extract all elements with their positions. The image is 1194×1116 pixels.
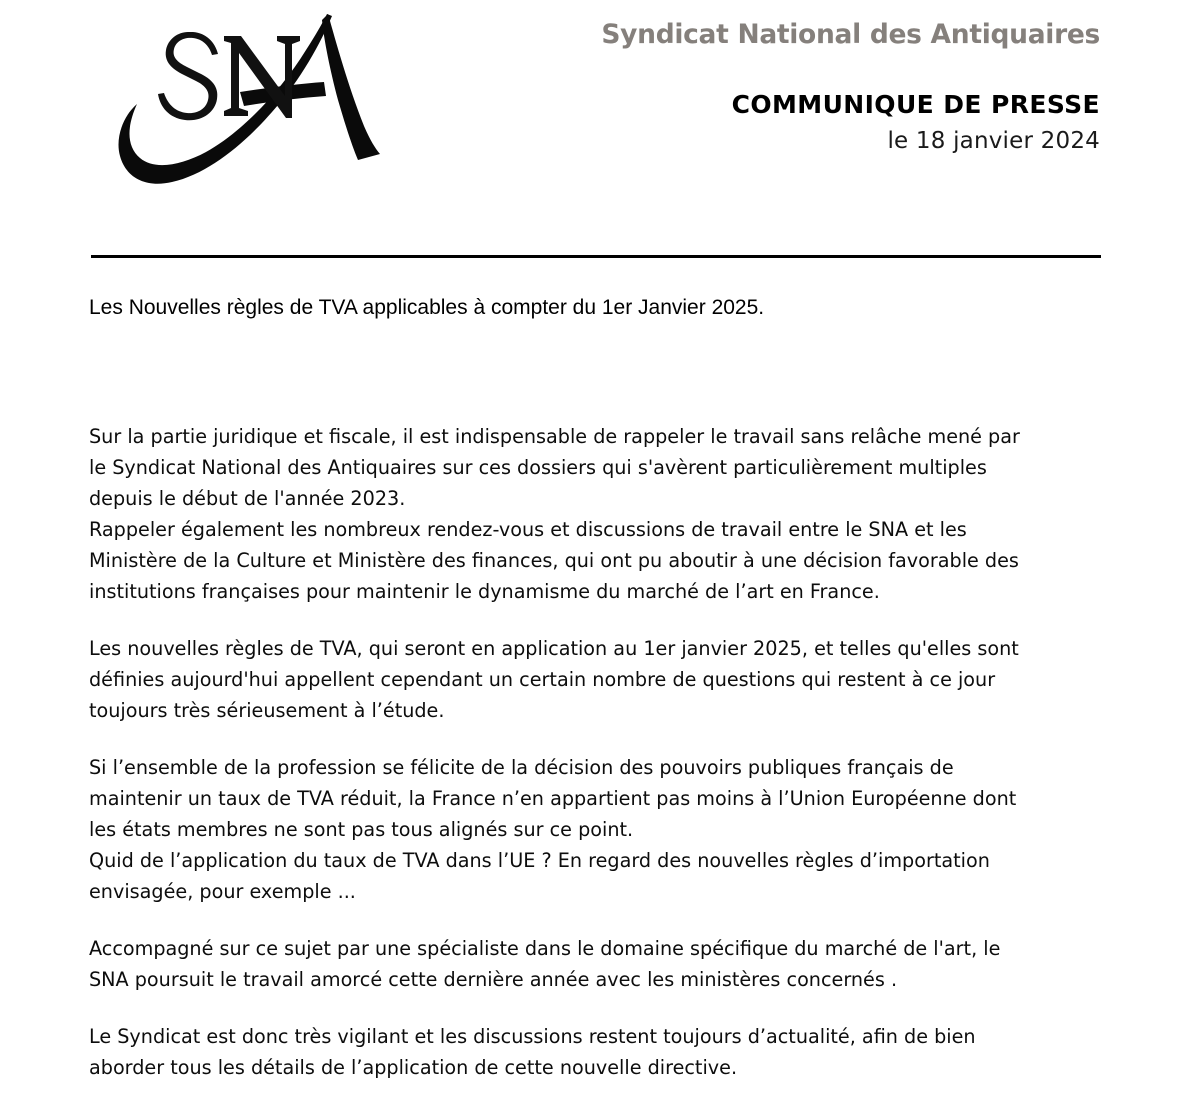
body-line: Ministère de la Culture et Ministère des finances, qui ont pu aboutir à une décision favorable des <box>89 549 1019 572</box>
header-divider-rule <box>91 255 1101 258</box>
body-paragraph <box>89 633 1107 726</box>
body-paragraph <box>89 421 1107 607</box>
body-line: Accompagné sur ce sujet par une spécialiste dans le domaine spécifique du marché de l'art, le <box>89 937 1001 960</box>
document-header <box>0 0 1194 240</box>
body-line: définies aujourd'hui appellent cependant un certain nombre de questions qui restent à ce jour <box>89 668 996 691</box>
body-line: institutions françaises pour maintenir le dynamisme du marché de l’art en France. <box>89 580 880 603</box>
body-copy <box>89 421 1107 1083</box>
body-line: Rappeler également les nombreux rendez-vous et discussions de travail entre le SNA et les <box>89 518 967 541</box>
logo-letter-n <box>224 36 300 118</box>
sna-logo-graphic <box>96 8 386 218</box>
body-paragraph <box>89 933 1107 995</box>
body-line: SNA poursuit le travail amorcé cette dernière année avec les ministères concernés . <box>89 968 898 991</box>
sna-logo <box>96 8 386 218</box>
body-paragraph <box>89 1021 1107 1083</box>
body-line: Quid de l’application du taux de TVA dans l’UE ? En regard des nouvelles règles d’importation <box>89 849 990 872</box>
document-type-label: COMMUNIQUE DE PRESSE <box>731 90 1100 119</box>
body-line: les états membres ne sont pas tous alignés sur ce point. <box>89 818 634 841</box>
header-text-block <box>601 18 1100 156</box>
organization-name: Syndicat National des Antiquaires <box>601 19 1100 50</box>
body-paragraph <box>89 752 1107 907</box>
body-line: aborder tous les détails de l’application de cette nouvelle directive. <box>89 1056 738 1079</box>
body-line: Sur la partie juridique et fiscale, il est indispensable de rappeler le travail sans relâche mené par <box>89 425 1020 448</box>
subject-line: Les Nouvelles règles de TVA applicables à compter du 1er Janvier 2025. <box>89 296 765 319</box>
body-line: maintenir un taux de TVA réduit, la France n’en appartient pas moins à l’Union Européenne dont <box>89 787 1017 810</box>
body-line: Les nouvelles règles de TVA, qui seront en application au 1er janvier 2025, et telles qu'elles sont <box>89 637 1019 660</box>
body-line: Si l’ensemble de la profession se félicite de la décision des pouvoirs publiques français de <box>89 756 954 779</box>
logo-letter-a-stem <box>322 14 380 160</box>
body-line: envisagée, pour exemple ... <box>89 880 356 903</box>
body-line: depuis le début de l'année 2023. <box>89 487 406 510</box>
logo-letter-s <box>158 32 218 120</box>
publication-date: le 18 janvier 2024 <box>887 128 1100 154</box>
body-line: toujours très sérieusement à l’étude. <box>89 699 445 722</box>
body-line: le Syndicat National des Antiquaires sur ces dossiers qui s'avèrent particulièrement multiples <box>89 456 987 479</box>
body-line: Le Syndicat est donc très vigilant et les discussions restent toujours d’actualité, afin de bien <box>89 1025 976 1048</box>
